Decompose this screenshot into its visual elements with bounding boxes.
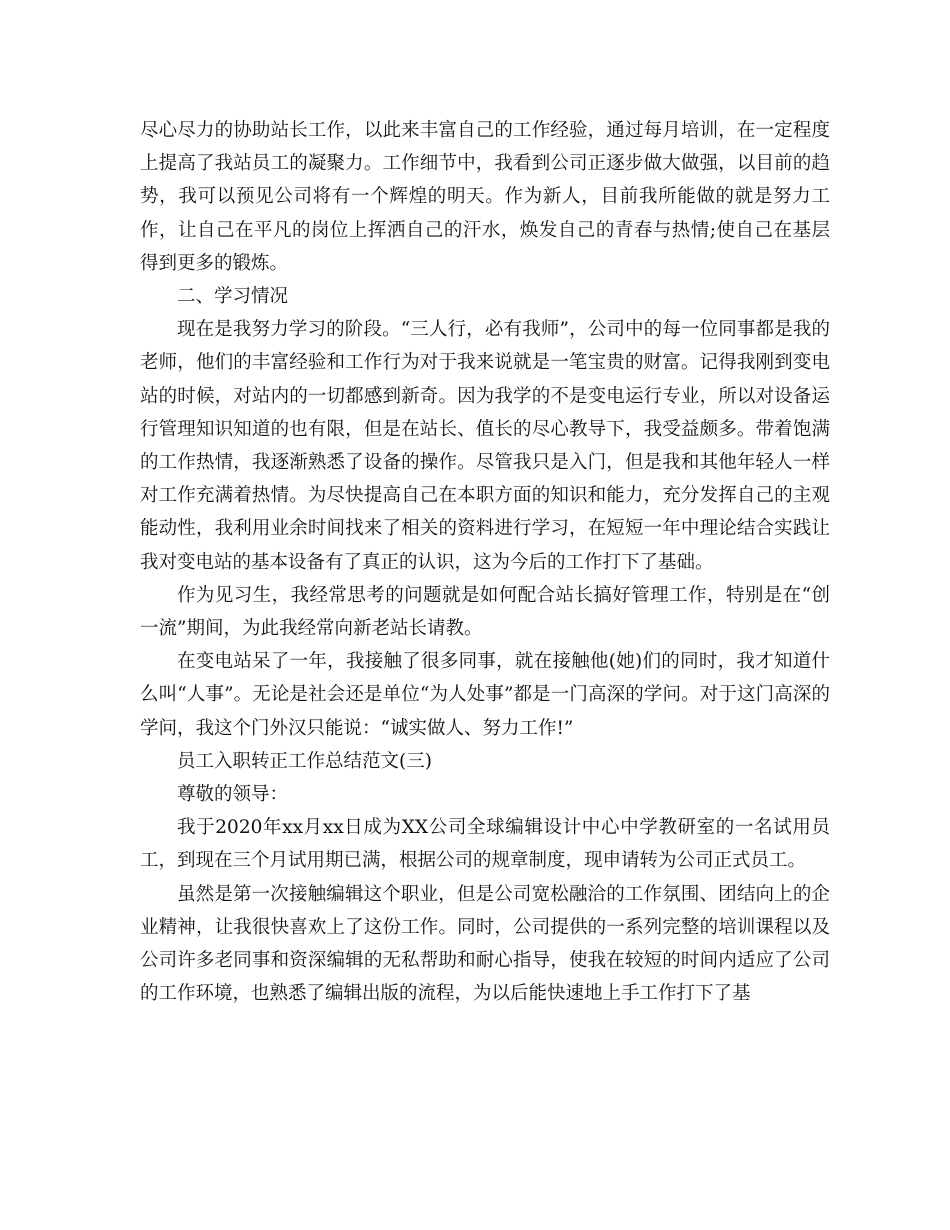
paragraph-personnel: 在变电站呆了一年，我接触了很多同事，就在接触他(她)们的同时，我才知道什么叫“人事”。无论是社会还是单位“为人处事”都是一门高深的学问。对于这门高深的学问，我这个门外汉只能说：“诚实做人、努力工作!”	[140, 651, 830, 739]
paragraph-intern-thinking: 作为见习生，我经常思考的问题就是如何配合站长搞好管理工作，特别是在“创一流”期间，为此我经常向新老站长请教。	[140, 584, 830, 640]
paragraph-study-stage: 现在是我努力学习的阶段。“三人行，必有我师”，公司中的每一位同事都是我的老师，他们的丰富经验和工作行为对于我来说就是一笔宝贵的财富。记得我刚到变电站的时候，对站内的一切都感到新奇。因为我学的不是变电运行专业，所以对设备运行管理知识知道的也有限，但是在站长、值长的尽心教导下，我受益颇多。带着饱满的工作热情，我逐渐熟悉了设备的操作。尽管我只是入门，但是我和其他年轻人一样对工作充满着热情。为尽快提高自己在本职方面的知识和能力，充分发挥自己的主观能动性，我利用业余时间找来了相关的资料进行学习，在短短一年中理论结合实践让我对变电站的基本设备有了真正的认识，这为今后的工作打下了基础。	[140, 319, 830, 573]
salutation: 尊敬的领导：	[177, 784, 289, 806]
section-title-sample-three: 员工入职转正工作总结范文(三)	[177, 750, 432, 772]
document-body	[140, 114, 830, 1010]
paragraph-probation: 我于2020年xx月xx日成为XX公司全球编辑设计中心中学教研室的一名试用员工，到现在三个月试用期已满，根据公司的规章制度，现申请转为公司正式员工。	[140, 817, 830, 872]
paragraph-work-continuation: 尽心尽力的协助站长工作，以此来丰富自己的工作经验，通过每月培训，在一定程度上提高了我站员工的凝聚力。工作细节中，我看到公司正逐步做大做强，以目前的趋势，我可以预见公司将有一个辉煌的明天。作为新人，目前我所能做的就是努力工作，让自己在平凡的岗位上挥洒自己的汗水，焕发自己的青春与热情;使自己在基层得到更多的锻炼。	[140, 120, 830, 274]
paragraph-editing-career: 虽然是第一次接触编辑这个职业，但是公司宽松融洽的工作氛围、团结向上的企业精神，让我很快喜欢上了这份工作。同时，公司提供的一系列完整的培训课程以及公司许多老同事和资深编辑的无私帮助和耐心指导，使我在较短的时间内适应了公司的工作环境，也熟悉了编辑出版的流程，为以后能快速地上手工作打下了基	[140, 883, 830, 1005]
section-heading-study: 二、学习情况	[177, 286, 289, 308]
